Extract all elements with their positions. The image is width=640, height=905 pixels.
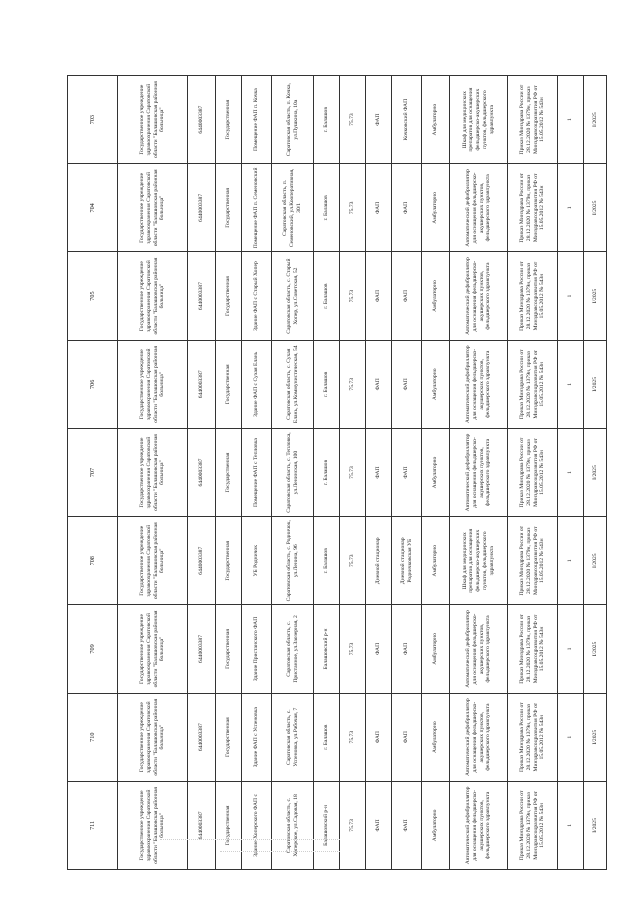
cell-care: Амбулаторно [422,340,450,428]
cell-equipment: Шкаф для медицинских препаратов для оснащения фельдшерско-акушерских пунктов, фельдшерского здравпункта [450,517,508,605]
cell-num: 708 [68,517,118,605]
cell-care: Амбулаторно [422,781,450,869]
cell-locality: Балашовский р-н [314,781,340,869]
cell-unit: Здание ФАП с Старый Хопер [242,252,272,340]
cell-qty: 1 [558,428,584,516]
cell-qty: 1 [558,340,584,428]
table-row-address [272,76,314,870]
cell-address: Саратовская область, с. Успеновка, ул.Рабочая, 7 [272,693,314,781]
cell-form: Государственная [216,517,242,605]
bleed-through-line [160,839,340,840]
cell-form: Государственная [216,76,242,164]
table-row-org [118,76,188,870]
cell-code: 75.73 [340,428,366,516]
bleed-through-line [220,851,340,852]
cell-name: ФАП [392,605,422,693]
cell-name: ФАП [392,781,422,869]
cell-qty: 1 [558,76,584,164]
cell-type: ФАП [366,164,392,252]
cell-org: Государственное учреждение здравоохранения Саратовской области "Балашовская районная больница" [118,164,188,252]
cell-care: Амбулаторно [422,164,450,252]
cell-address: Саратовская область, с. Сухая Елань, ул.Коммунистическая, 54 [272,340,314,428]
cell-care: Амбулаторно [422,252,450,340]
cell-qty: 1 [558,164,584,252]
cell-order: Приказ Минздрава России от 28.12.2020 № 1379н, приказ Минздравсоцразвития РФ от 15.05.2012 № 543н [508,693,558,781]
cell-equipment: Автоматический дефибриллятор для оснащения фельдшерско-акушерских пунктов, фельдшерского здравпункта [450,693,508,781]
table-row-locality [314,76,340,870]
cell-order: Приказ Минздрава России от 28.12.2020 № 1379н, приказ Минздравсоцразвития РФ от 15.05.2012 № 543н [508,517,558,605]
cell-num: 705 [68,252,118,340]
cell-form: Государственная [216,781,242,869]
cell-year: I/2025 [584,517,607,605]
cell-code: 75.73 [340,605,366,693]
cell-equipment: Автоматический дефибриллятор для оснащения фельдшерско-акушерских пунктов, фельдшерского здравпункта [450,781,508,869]
table-row-name [392,76,422,870]
cell-address: Саратовская область, с. Родничок, ул.Ленина, 96 [272,517,314,605]
cell-year: I/2025 [584,781,607,869]
cell-unit: Помещение ФАП п. Семеновский [242,164,272,252]
cell-unit: Здание Пристанского ФАП [242,605,272,693]
cell-equipment: Шкаф для медицинских препаратов для оснащения фельдшерско-акушерских пунктов, фельдшерского здравпункта [450,76,508,164]
cell-inn: 6440003387 [188,252,216,340]
cell-org: Государственное учреждение здравоохранения Саратовской области "Балашовская районная больница" [118,76,188,164]
cell-qty: 1 [558,605,584,693]
cell-locality: г. Балашов [314,76,340,164]
cell-qty: 1 [558,781,584,869]
cell-order: Приказ Минздрава России от 28.12.2020 № 1379н, приказ Минздравсоцразвития РФ от 15.05.2012 № 543н [508,76,558,164]
cell-num: 703 [68,76,118,164]
cell-inn: 6440003387 [188,517,216,605]
cell-code: 75.73 [340,781,366,869]
table-row-qty [558,76,584,870]
cell-equipment: Автоматический дефибриллятор для оснащения фельдшерско-акушерских пунктов, фельдшерского здравпункта [450,428,508,516]
cell-inn: 6440003387 [188,605,216,693]
cell-org: Государственное учреждение здравоохранения Саратовской области "Балашовская районная больница" [118,428,188,516]
cell-form: Государственная [216,340,242,428]
cell-name: ФАП [392,164,422,252]
cell-code: 75.73 [340,164,366,252]
cell-qty: 1 [558,517,584,605]
cell-type: ФАП [366,605,392,693]
cell-order: Приказ Минздрава России от 28.12.2020 № 1379н, приказ Минздравсоцразвития РФ от 15.05.2012 № 543н [508,252,558,340]
cell-org: Государственное учреждение здравоохранения Саратовской области "Балашовская районная больница" [118,605,188,693]
table-row-num [68,76,118,870]
cell-type: ФАП [366,76,392,164]
cell-locality: Балашовский р-н [314,605,340,693]
cell-unit: Здание Хоперского ФАП с [242,781,272,869]
table-row-unit [242,76,272,870]
cell-inn: 6440003387 [188,340,216,428]
cell-name: ФАП [392,340,422,428]
table-row-code [340,76,366,870]
cell-care: Амбулаторно [422,693,450,781]
cell-num: 704 [68,164,118,252]
cell-equipment: Автоматический дефибриллятор для оснащения фельдшерско-акушерских пунктов, фельдшерского здравпункта [450,605,508,693]
cell-order: Приказ Минздрава России от 28.12.2020 № 1379н, приказ Минздравсоцразвития РФ от 15.05.2012 № 543н [508,164,558,252]
table-row-form [216,76,242,870]
cell-code: 75.73 [340,517,366,605]
cell-name: Дневной стационар Родничковская УБ [392,517,422,605]
cell-equipment: Автоматический дефибриллятор для оснащения фельдшерско-акушерских пунктов, фельдшерского здравпункта [450,164,508,252]
cell-year: I/2025 [584,428,607,516]
cell-code: 75.73 [340,693,366,781]
cell-inn: 6440003387 [188,164,216,252]
cell-equipment: Автоматический дефибриллятор для оснащения фельдшерско-акушерских пунктов, фельдшерского здравпункта [450,252,508,340]
cell-num: 707 [68,428,118,516]
table-row-care [422,76,450,870]
table-row-order [508,76,558,870]
cell-name: ФАП [392,252,422,340]
cell-unit: Помещение ФАП с Тепловка [242,428,272,516]
cell-inn: 6440003387 [188,693,216,781]
cell-type: ФАП [366,428,392,516]
cell-address: Саратовская область, п. Семеновский, ул.Кооперативная, 30/1 [272,164,314,252]
cell-type: ФАП [366,340,392,428]
cell-care: Амбулаторно [422,605,450,693]
cell-address: Саратовская область, с. Пристанное, ул.Заозерная, 2 [272,605,314,693]
cell-form: Государственная [216,252,242,340]
table-row-equipment [450,76,508,870]
cell-name: ФАП [392,693,422,781]
cell-order: Приказ Минздрава России от 28.12.2020 № 1379н, приказ Минздравсоцразвития РФ от 15.05.2012 № 543н [508,428,558,516]
cell-num: 710 [68,693,118,781]
cell-inn: 6440003387 [188,428,216,516]
cell-locality: г. Балашов [314,428,340,516]
cell-locality: г. Балашов [314,164,340,252]
table-row-type [366,76,392,870]
cell-form: Государственная [216,605,242,693]
cell-qty: 1 [558,693,584,781]
table-row-year [584,76,607,870]
cell-org: Государственное учреждение здравоохранения Саратовской области "Балашовская районная больница" [118,693,188,781]
cell-year: I/2025 [584,340,607,428]
cell-order: Приказ Минздрава России от 28.12.2020 № 1379н, приказ Минздравсоцразвития РФ от 15.05.2012 № 543н [508,605,558,693]
cell-year: I/2025 [584,605,607,693]
cell-code: 75.73 [340,252,366,340]
cell-code: 75.73 [340,76,366,164]
cell-care: Амбулаторно [422,428,450,516]
cell-address: Саратовская область, с. Хоперское, ул.Садовая, 18 [272,781,314,869]
cell-num: 709 [68,605,118,693]
cell-form: Государственная [216,164,242,252]
cell-inn: 6440003387 [188,781,216,869]
cell-form: Государственная [216,428,242,516]
cell-address: Саратовская область, п. Кочка, ул.Пушкина, 10а [272,76,314,164]
cell-locality: г. Балашов [314,340,340,428]
cell-name: Кочковский ФАП [392,76,422,164]
cell-type: ФАП [366,252,392,340]
cell-order: Приказ Минздрава России от 28.12.2020 № 1379н, приказ Минздравсоцразвития РФ от 15.05.2012 № 543н [508,781,558,869]
cell-code: 75.73 [340,340,366,428]
table-row-inn [188,76,216,870]
cell-year: I/2025 [584,76,607,164]
cell-address: Саратовская область, с. Тепловка, ул.Ленинская, 100 [272,428,314,516]
cell-org: Государственное учреждение здравоохранения Саратовской области "Балашовская районная больница" [118,517,188,605]
equipment-table [67,75,607,870]
cell-qty: 1 [558,252,584,340]
cell-type: ФАП [366,693,392,781]
cell-type: Дневной стационар [366,517,392,605]
cell-locality: г. Балашов [314,693,340,781]
cell-inn: 6440003387 [188,76,216,164]
cell-unit: Здание ФАП с Сухая Елань [242,340,272,428]
cell-unit: Помещение ФАП п. Кочка [242,76,272,164]
cell-order: Приказ Минздрава России от 28.12.2020 № 1379н, приказ Минздравсоцразвития РФ от 15.05.2012 № 543н [508,340,558,428]
cell-num: 711 [68,781,118,869]
cell-year: I/2025 [584,252,607,340]
cell-unit: УБ Родничок [242,517,272,605]
cell-num: 706 [68,340,118,428]
cell-name: ФАП [392,428,422,516]
cell-org: Государственное учреждение здравоохранения Саратовской области "Балашовская районная больница" [118,252,188,340]
cell-year: I/2025 [584,693,607,781]
cell-type: ФАП [366,781,392,869]
cell-address: Саратовская область, с. Старый Хопер, ул.Советская, 52 [272,252,314,340]
cell-care: Амбулаторно [422,517,450,605]
cell-org: Государственное учреждение здравоохранения Саратовской области "Балашовская районная больница" [118,340,188,428]
cell-unit: Здание ФАП с Успеновка [242,693,272,781]
cell-locality: г. Балашов [314,252,340,340]
cell-equipment: Автоматический дефибриллятор для оснащения фельдшерско-акушерских пунктов, фельдшерского здравпункта [450,340,508,428]
cell-org: Государственное учреждение здравоохранения Саратовской области "Балашовская районная больница" [118,781,188,869]
cell-form: Государственная [216,693,242,781]
cell-locality: г. Балашов [314,517,340,605]
cell-care: Амбулаторно [422,76,450,164]
cell-year: I/2025 [584,164,607,252]
